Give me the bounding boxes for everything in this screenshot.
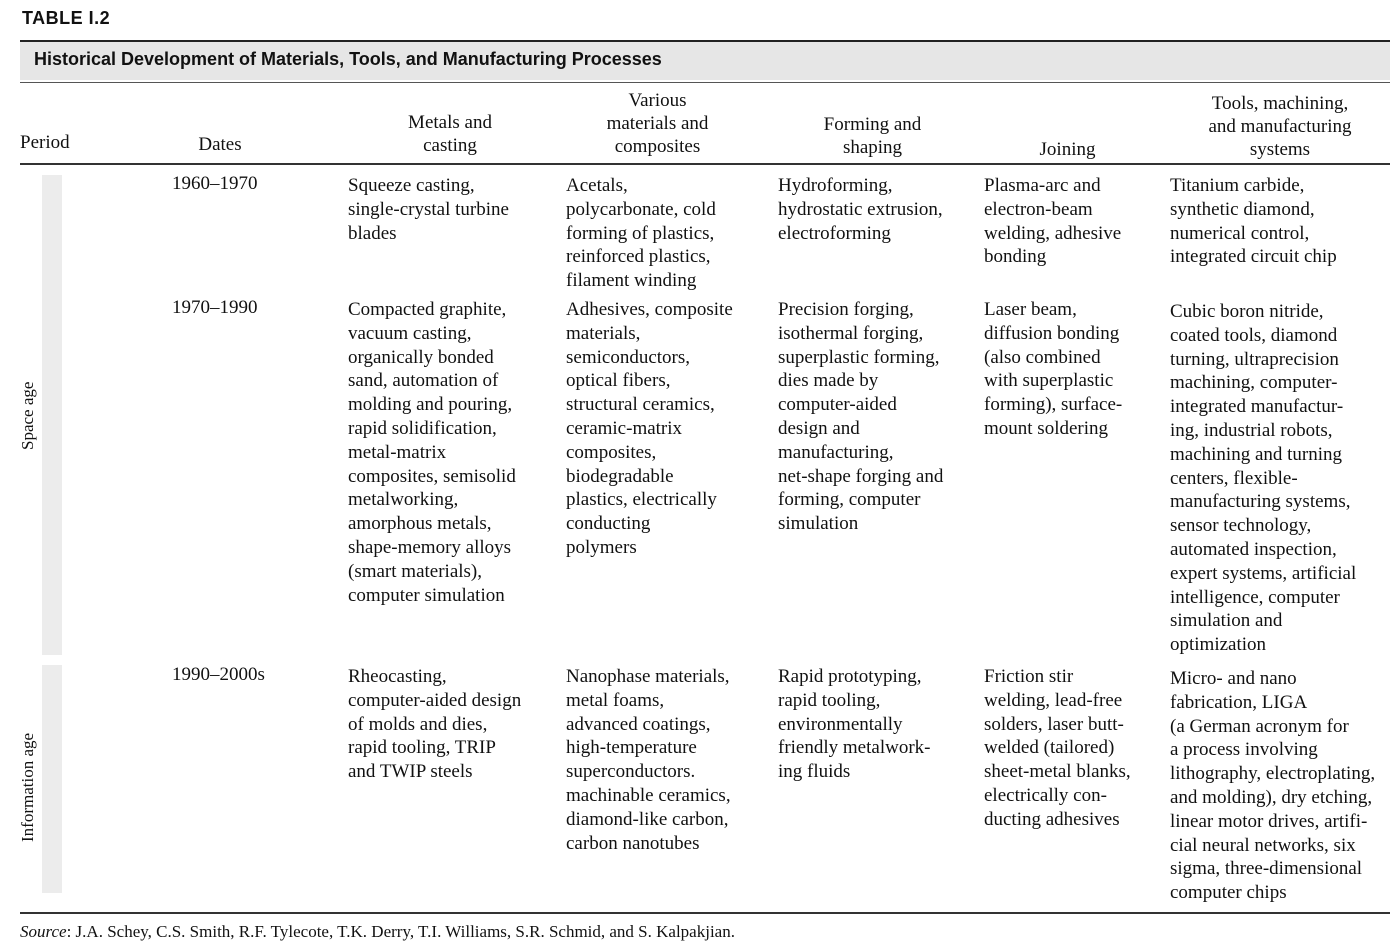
row-3-forming: Rapid prototyping, rapid tooling, environmentally friendly metalwork- ing fluids [778, 666, 931, 783]
period-strip-information-age [42, 665, 62, 893]
period-strip-space-age [42, 175, 62, 655]
header-rule [20, 163, 1390, 165]
row-1-forming: Hydroforming, hydrostatic extrusion, electroforming [778, 175, 943, 244]
header-metals: Metals and casting [408, 112, 492, 156]
source-note [20, 922, 735, 942]
row-2-dates: 1970–1990 [172, 297, 258, 318]
row-1-various: Acetals, polycarbonate, cold forming of plastics, reinforced plastics, filament winding [566, 175, 716, 292]
period-label-space-age: Space age [18, 381, 37, 450]
header-tools: Tools, machining, and manufacturing systems [1208, 93, 1352, 160]
row-3-joining: Friction stir welding, lead-free solders, laser butt- welded (tailored) sheet-metal blanks, electrically con- ducting adhesives [984, 666, 1131, 830]
source-label: Source [20, 922, 67, 941]
header-dates: Dates [198, 134, 242, 155]
title-band [20, 40, 1390, 80]
row-1-dates: 1960–1970 [172, 173, 258, 194]
row-2-forming: Precision forging, isothermal forging, superplastic forming, dies made by computer-aided design and manufacturing, net-shape forging and forming, computer simulation [778, 299, 944, 535]
row-2-various: Adhesives, composite materials, semiconductors, optical fibers, structural ceramics, ceramic-matrix composites, biodegradable plastics, electrically conducting polymers [566, 299, 733, 558]
row-2-joining: Laser beam, diffusion bonding (also combined with superplastic forming), surface- mount soldering [984, 299, 1123, 439]
row-1-joining: Plasma-arc and electron-beam welding, adhesive bonding [984, 175, 1122, 268]
table-number: TABLE I.2 [22, 8, 111, 28]
source-text: : J.A. Schey, C.S. Smith, R.F. Tylecote, T.K. Derry, T.I. Williams, S.R. Schmid, and S. Kalpakjian. [66, 922, 735, 941]
header-forming: Forming and shaping [823, 114, 922, 158]
bottom-rule [20, 912, 1390, 914]
table-title: Historical Development of Materials, Tools, and Manufacturing Processes [34, 49, 662, 69]
period-label-information-age: Information age [18, 732, 37, 842]
header-period: Period [20, 132, 70, 153]
row-1-metals: Squeeze casting, single-crystal turbine blades [348, 175, 509, 244]
row-3-various: Nanophase materials, metal foams, advanced coatings, high-temperature superconductors. machinable ceramics, diamond-like carbon, carbon nanotubes [566, 666, 731, 854]
header-joining: Joining [1039, 139, 1096, 160]
row-2-metals: Compacted graphite, vacuum casting, organically bonded sand, automation of molding and pouring, rapid solidification, metal-matrix composites, semisolid metalworking, amorphous metals, shape-memory alloys (smart materials), computer simulation [348, 299, 516, 606]
row-2-tools: Cubic boron nitride, coated tools, diamond turning, ultraprecision machining, computer- integrated manufactur- ing, industrial robots, machining and turning centers, flexible- manufacturing systems, sensor technology, automated inspection, expert systems, artificial intelligence, computer simulation and optimization [1170, 301, 1357, 656]
row-3-dates: 1990–2000s [172, 664, 265, 685]
row-3-metals: Rheocasting, computer-aided design of molds and dies, rapid tooling, TRIP and TWIP steels [348, 666, 522, 783]
row-1-tools: Titanium carbide, synthetic diamond, numerical control, integrated circuit chip [1170, 175, 1337, 268]
header-various: Various materials and composites [606, 90, 709, 157]
row-3-tools: Micro- and nano fabrication, LIGA (a German acronym for a process involving lithography, electroplating, and molding), dry etching, linear motor drives, artifi- cial neural networks, six sigma, three-dimensional computer chips [1170, 668, 1376, 904]
title-rule [20, 82, 1390, 83]
